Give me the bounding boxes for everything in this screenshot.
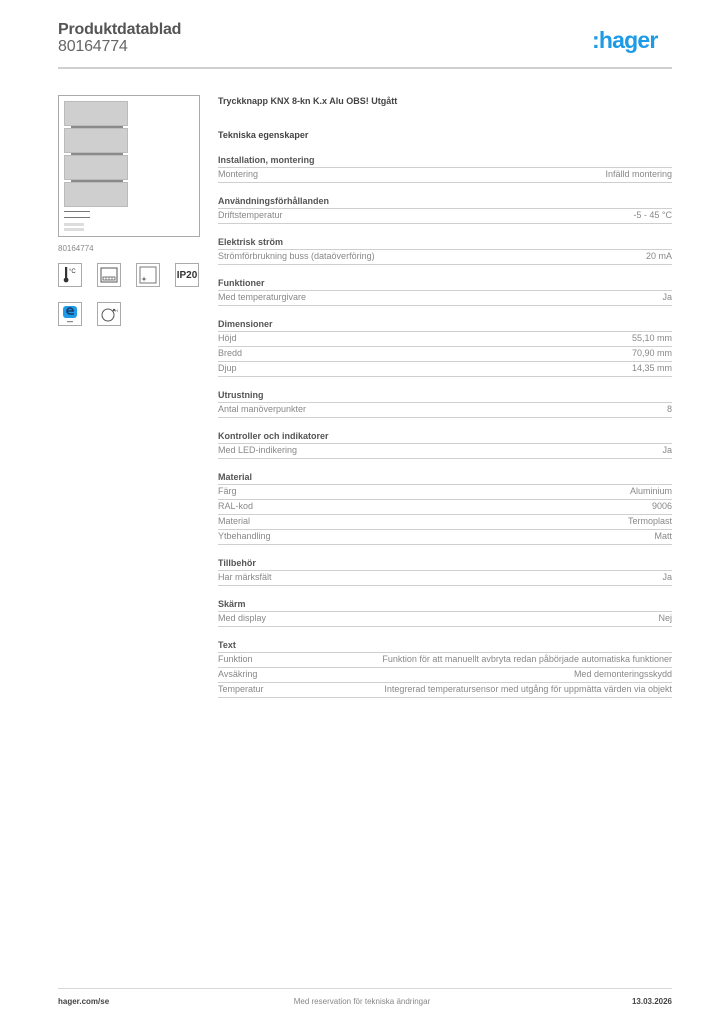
spec-label: Ytbehandling <box>218 531 271 541</box>
section-installation <box>218 154 672 183</box>
ip20-icon: IP20 <box>175 263 199 287</box>
rocker-3 <box>64 155 128 180</box>
display-icon <box>97 263 121 287</box>
image-caption: 80164774 <box>58 244 94 253</box>
spec-label: Med LED-indikering <box>218 445 298 455</box>
spec-value: Matt <box>654 531 672 541</box>
header-divider <box>58 67 672 69</box>
section-material <box>218 471 672 545</box>
rocker-1 <box>64 101 128 126</box>
spec-value: Ja <box>662 292 672 302</box>
spec-label: Material <box>218 516 251 526</box>
section-heading: Skärm <box>218 598 672 612</box>
spec-row <box>218 653 672 668</box>
section-functions <box>218 277 672 306</box>
section-screen <box>218 598 672 627</box>
spec-value: 9006 <box>651 501 672 511</box>
spec-row <box>218 500 672 515</box>
spec-value: 8 <box>666 404 672 414</box>
page-title: Produktdatablad <box>58 21 182 38</box>
spec-label: Montering <box>218 169 259 179</box>
spec-label: RAL-kod <box>218 501 254 511</box>
svg-text:H: H <box>115 308 118 313</box>
section-equipment <box>218 389 672 418</box>
spec-value: 70,90 mm <box>631 348 672 358</box>
section-heading: Text <box>218 639 672 653</box>
section-heading: Användningsförhållanden <box>218 195 672 209</box>
spec-row <box>218 530 672 545</box>
spec-row <box>218 332 672 347</box>
spec-value: Aluminium <box>629 486 672 496</box>
section-operating-conditions <box>218 195 672 224</box>
spec-row <box>218 444 672 459</box>
knx-connection-icon <box>97 302 121 326</box>
rocker-4 <box>64 182 128 207</box>
section-heading: Tillbehör <box>218 557 672 571</box>
spec-content <box>218 94 672 698</box>
spec-row <box>218 683 672 698</box>
rocker-2 <box>64 128 128 153</box>
spec-label: Temperatur <box>218 684 264 694</box>
spec-value: Ja <box>662 572 672 582</box>
spec-row <box>218 347 672 362</box>
image-detail-line <box>64 217 90 218</box>
spec-label: Färg <box>218 486 237 496</box>
footer-disclaimer: Med reservation för tekniska ändringar <box>293 997 431 1006</box>
spec-value: Ja <box>662 445 672 455</box>
image-detail-line <box>64 228 84 231</box>
temperature-icon <box>58 263 82 287</box>
footer-divider <box>58 988 672 989</box>
spec-label: Med display <box>218 613 267 623</box>
section-heading: Material <box>218 471 672 485</box>
section-heading: Kontroller och indikatorer <box>218 430 672 444</box>
hager-logo[interactable]: :hager <box>592 27 658 53</box>
spec-row <box>218 403 672 418</box>
product-number: 80164774 <box>58 38 128 55</box>
footer-website-link[interactable]: hager.com/se <box>58 997 110 1006</box>
section-text <box>218 639 672 698</box>
spec-row <box>218 250 672 265</box>
led-indicator-icon <box>136 263 160 287</box>
footer-date: 13.03.2026 <box>631 997 672 1006</box>
spec-value: 20 mA <box>645 251 672 261</box>
spec-label: Bredd <box>218 348 243 358</box>
spec-value: Integrerad temperatursensor med utgång för uppmätta värden via objekt <box>384 684 672 694</box>
image-detail-line <box>64 223 84 226</box>
spec-value: 14,35 mm <box>631 363 672 373</box>
spec-label: Djup <box>218 363 237 373</box>
spec-label: Avsäkring <box>218 669 258 679</box>
spec-row <box>218 291 672 306</box>
spec-row <box>218 515 672 530</box>
spec-row <box>218 209 672 224</box>
section-heading: Utrustning <box>218 389 672 403</box>
spec-label: Driftstemperatur <box>218 210 283 220</box>
spec-label: Funktion <box>218 654 253 664</box>
spec-value: Termoplast <box>627 516 672 526</box>
spec-label: Har märksfält <box>218 572 272 582</box>
section-controls-indicators <box>218 430 672 459</box>
spec-row <box>218 362 672 377</box>
spec-row <box>218 168 672 183</box>
image-detail-line <box>64 211 90 212</box>
section-dimensions <box>218 318 672 377</box>
spec-value: Funktion för att manuellt avbryta redan påbörjade automatiska funktioner <box>382 654 672 664</box>
spec-row <box>218 668 672 683</box>
spec-value: Med demonteringsskydd <box>573 669 672 679</box>
spec-label: Antal manöverpunkter <box>218 404 307 414</box>
section-heading: Elektrisk ström <box>218 236 672 250</box>
spec-value: Nej <box>658 613 672 623</box>
spec-value: -5 - 45 °C <box>633 210 672 220</box>
spec-row <box>218 612 672 627</box>
spec-value: Infälld montering <box>605 169 672 179</box>
spec-value: 55,10 mm <box>631 333 672 343</box>
technical-properties-heading: Tekniska egenskaper <box>218 130 309 140</box>
section-heading: Installation, montering <box>218 154 672 168</box>
svg-text:°C: °C <box>69 269 76 275</box>
spec-label: Strömförbrukning buss (dataöverföring) <box>218 251 375 261</box>
product-image <box>58 95 200 237</box>
section-accessories <box>218 557 672 586</box>
section-heading: Funktioner <box>218 277 672 291</box>
section-heading: Dimensioner <box>218 318 672 332</box>
spec-label: Höjd <box>218 333 237 343</box>
product-title: Tryckknapp KNX 8-kn K.x Alu OBS! Utgått <box>218 96 398 106</box>
e-configuration-icon <box>58 302 82 326</box>
section-electrical <box>218 236 672 265</box>
spec-label: Med temperaturgivare <box>218 292 307 302</box>
spec-row <box>218 571 672 586</box>
spec-row <box>218 485 672 500</box>
